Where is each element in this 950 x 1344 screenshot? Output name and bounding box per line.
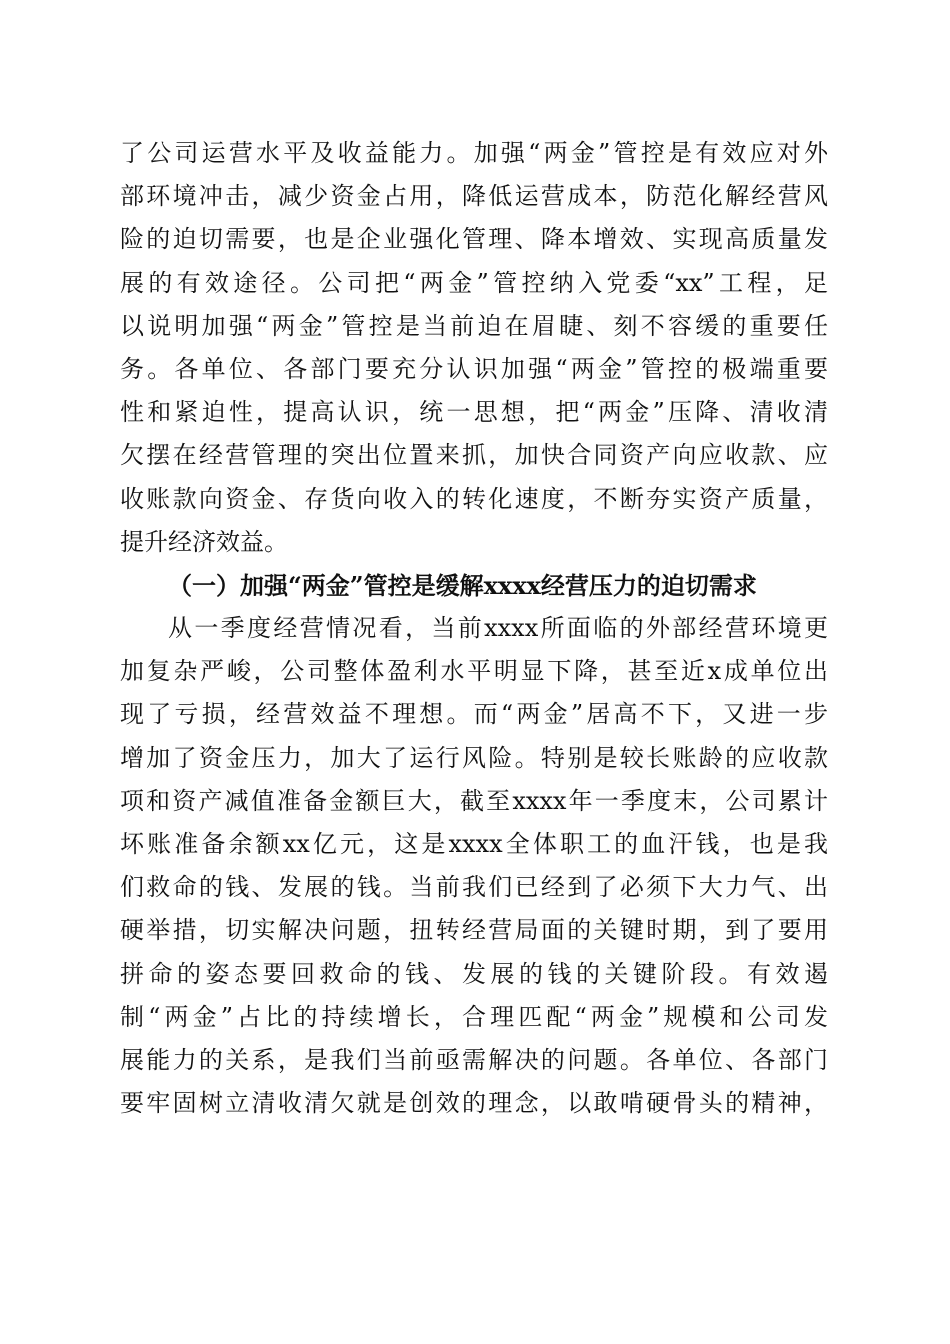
body-text-line: 制“两金”占比的持续增长，合理匹配“两金”规模和公司发 (120, 1002, 828, 1031)
body-text-line: 险的迫切需要，也是企业强化管理、降本增效、实现高质量发 (120, 225, 828, 254)
body-text-line: 收账款向资金、存货向收入的转化速度，不断夯实资产质量， (120, 484, 828, 513)
body-text-line: 拼命的姿态要回救命的钱、发展的钱的关键阶段。有效遏 (120, 959, 828, 988)
body-text-line: 展的有效途径。公司把“两金”管控纳入党委“xx”工程，足 (120, 268, 828, 297)
body-text-line: 务。各单位、各部门要充分认识加强“两金”管控的极端重要 (120, 354, 828, 383)
body-text-line: 硬举措，切实解决问题，扭转经营局面的关键时期，到了要用 (120, 916, 828, 945)
body-text-line: 们救命的钱、发展的钱。当前我们已经到了必须下大力气、出 (120, 873, 828, 902)
body-text-line: 部环境冲击，减少资金占用，降低运营成本，防范化解经营风 (120, 182, 828, 211)
body-text-line: 了公司运营水平及收益能力。加强“两金”管控是有效应对外 (120, 139, 828, 167)
body-text-line: 展能力的关系，是我们当前亟需解决的问题。各单位、各部门 (120, 1045, 828, 1074)
section-heading: （一）加强“两金”管控是缓解xxxx经营压力的迫切需求 (168, 570, 757, 600)
body-text-line: 以说明加强“两金”管控是当前迫在眉睫、刻不容缓的重要任 (120, 311, 828, 340)
body-text-line: 加复杂严峻，公司整体盈利水平明显下降，甚至近x成单位出 (120, 657, 828, 686)
document-body (120, 132, 828, 1125)
body-text-line: 坏账准备余额xx亿元，这是xxxx全体职工的血汗钱，也是我 (120, 830, 828, 858)
body-text-line: 提升经济效益。 (120, 527, 288, 556)
body-text-line: 从一季度经营情况看，当前xxxx所面临的外部经营环境更 (168, 614, 828, 643)
body-text-line: 性和紧迫性，提高认识，统一思想，把“两金”压降、清收清 (120, 398, 828, 427)
body-text-line: 增加了资金压力，加大了运行风险。特别是较长账龄的应收款 (120, 743, 828, 772)
body-text-line: 现了亏损，经营效益不理想。而“两金”居高不下，又进一步 (120, 700, 828, 729)
body-text-line: 欠摆在经营管理的突出位置来抓，加快合同资产向应收款、应 (120, 441, 828, 470)
body-text-line: 要牢固树立清收清欠就是创效的理念，以敢啃硬骨头的精神， (120, 1089, 828, 1118)
body-text-line: 项和资产减值准备金额巨大，截至xxxx年一季度末，公司累计 (120, 786, 828, 815)
